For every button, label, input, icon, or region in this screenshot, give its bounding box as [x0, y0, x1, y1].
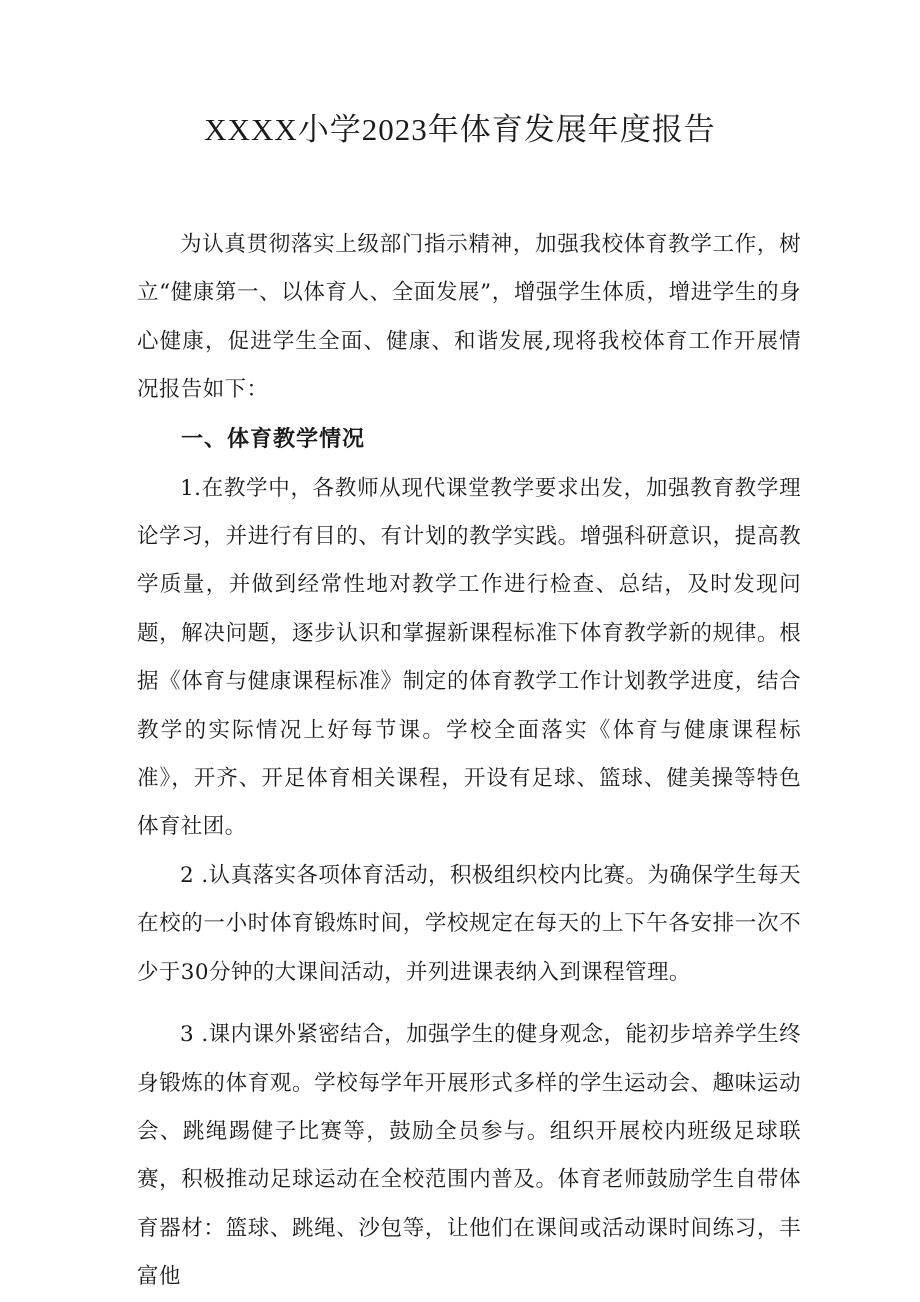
- item-paragraph-3: 3 .课内课外紧密结合，加强学生的健身观念，能初步培养学生终身锻炼的体育观。学校每学年开展形式多样的学生运动会、趣味运动会、跳绳踢健子比赛等，鼓励全员参与。组织开展校内班级足球联赛，积极推动足球运动在全校范围内普及。体育老师鼓励学生自带体育器材：篮球、跳绳、沙包等，让他们在课间或活动课时间练习，丰富他: [137, 1022, 801, 1290]
- section-heading: 一、体育教学情况: [181, 426, 366, 452]
- document-title: XXXX小学2023年体育发展年度报告: [204, 112, 716, 147]
- item-paragraph-1: 1.在教学中，各教师从现代课堂教学要求出发，加强教育教学理论学习，并进行有目的、有计划的教学实践。增强科研意识，提高教学质量，并做到经常性地对教学工作进行检查、总结，及时发现问题，解决问题，逐步认识和掌握新课程标准下体育教学新的规律。根据《体育与健康课程标准》制定的体育教学工作计划教学进度，结合教学的实际情况上好每节课。学校全面落实《体育与健康课程标准》，开齐、开足体育相关课程，开设有足球、篮球、健美操等特色体育社团。: [137, 475, 801, 840]
- document-body: [137, 221, 801, 1302]
- intro-paragraph: 为认真贯彻落实上级部门指示精神，加强我校体育教学工作，树立“健康第一、以体育人、全面发展”，增强学生体质，增进学生的身心健康，促进学生全面、健康、和谐发展,现将我校体育工作开展情况报告如下：: [137, 232, 801, 403]
- item-paragraph-2: 2 .认真落实各项体育活动，积极组织校内比赛。为确保学生每天在校的一小时体育锻炼时间，学校规定在每天的上下午各安排一次不少于30分钟的大课间活动，并列进课表纳入到课程管理。: [137, 862, 801, 985]
